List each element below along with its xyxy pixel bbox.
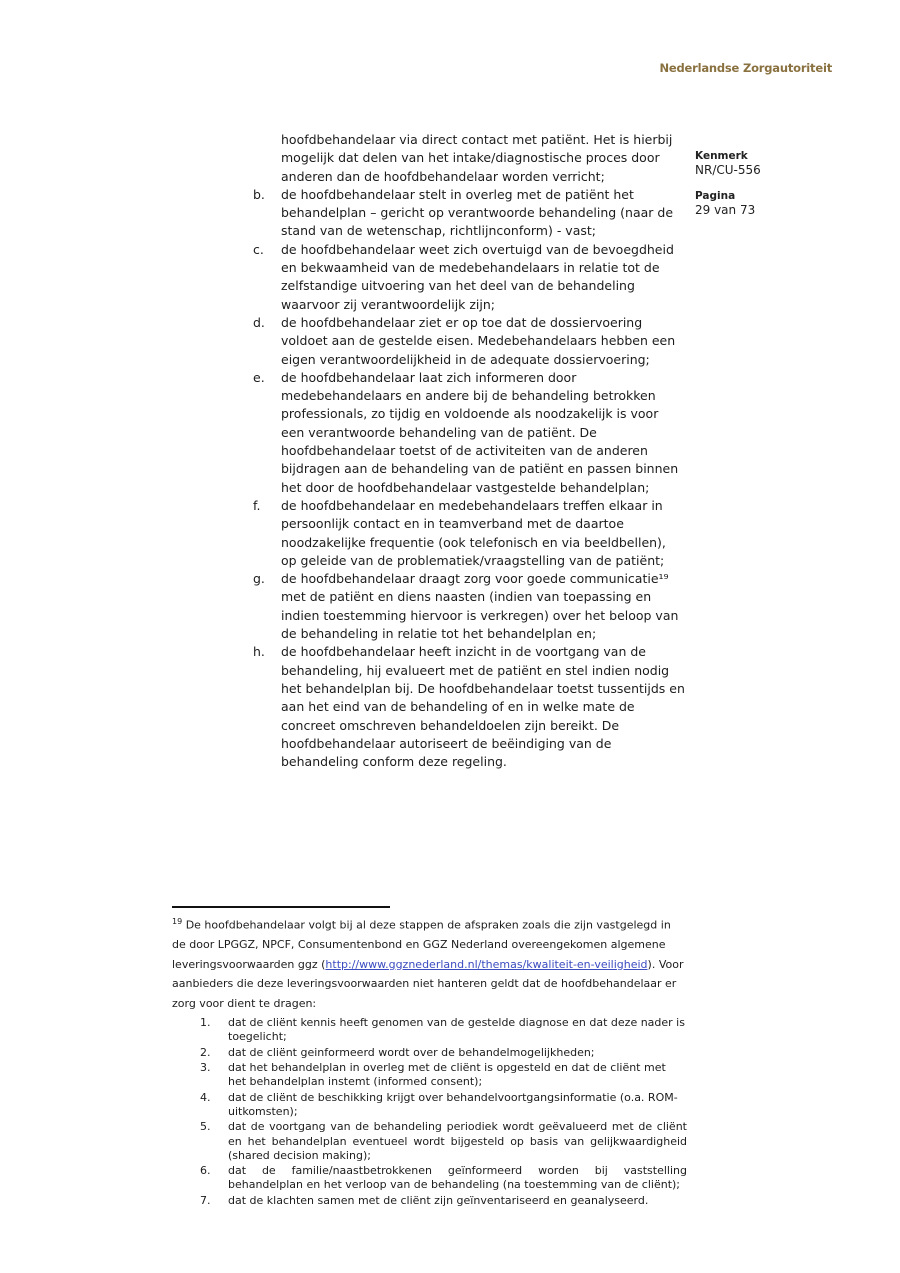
list-item-marker: h. — [253, 644, 265, 660]
list-item — [253, 497, 685, 570]
list-item-text: de hoofdbehandelaar laat zich informeren door medebehandelaars en andere bij de behandeling betrokken professionals, zo tijdig en voldoende als noodzakelijk is voor een verantwoorde behandeling van de patiënt. De hoofdbehandelaar toetst of de activiteiten van de anderen bijdragen aan de behandeling van de patiënt en passen binnen het door de hoofdbehandelaar vastgestelde behandelplan; — [281, 369, 679, 495]
list-item — [253, 314, 685, 369]
footnote-intro-text-after: ). Voor aanbieders die deze leveringsvoorwaarden niet hanteren geldt dat de hoofdbehandelaar er zorg voor dient te dragen: — [172, 957, 684, 1010]
pagina-label: Pagina — [695, 190, 736, 202]
footnote-item-text: dat het behandelplan in overleg met de cliënt is opgesteld en dat de cliënt met het behandelplan instemt (informed consent); — [228, 1061, 666, 1089]
footnote-list-item — [172, 1016, 687, 1045]
list-item — [253, 186, 685, 241]
list-item-text: de hoofdbehandelaar stelt in overleg met de patiënt het behandelplan – gericht op verantwoorde behandeling (naar de stand van de wetenschap, richtlijnconform) - vast; — [281, 186, 674, 239]
list-item-marker: f. — [253, 497, 261, 513]
footnote-item-number: 1. — [200, 1016, 211, 1030]
footnote-item-text: dat de familie/naastbetrokkenen geïnformeerd worden bij vaststelling behandelplan en het verloop van de behandeling (na toestemming van de cliënt); — [228, 1164, 687, 1192]
pagina-group — [695, 189, 855, 218]
footnote-intro-text: De hoofdbehandelaar volgt bij al deze stappen de afspraken zoals die zijn vastgelegd in de door LPGGZ, NPCF, Consumentenbond en GGZ Nederland overeengekomen algemene leveringsvoorwaarden ggz ( — [172, 918, 671, 971]
footnote-list-item — [172, 1046, 687, 1060]
footnote-item-text: dat de cliënt kennis heeft genomen van de gestelde diagnose en dat deze nader is toegelicht; — [228, 1016, 685, 1044]
footnote-intro — [172, 912, 687, 1013]
list-item — [253, 131, 685, 186]
list-item — [253, 241, 685, 314]
list-item-marker: c. — [253, 241, 264, 257]
list-item-text: hoofdbehandelaar via direct contact met patiënt. Het is hierbij mogelijk dat delen van het intake/diagnostische proces door anderen dan de hoofdbehandelaar worden verricht; — [281, 132, 673, 184]
footnote-link[interactable]: http://www.ggznederland.nl/themas/kwaliteit-en-veiligheid — [325, 957, 648, 971]
footnote-marker: 19 — [172, 917, 183, 926]
kenmerk-group — [695, 149, 855, 178]
brand-logo-text: Nederlandse Zorgautoriteit — [659, 61, 832, 75]
footnote-list-item — [172, 1164, 687, 1193]
footnote-item-number: 3. — [200, 1061, 211, 1075]
footnote-item-text: dat de voortgang van de behandeling periodiek wordt geëvalueerd met de cliënt en het behandelplan eventueel wordt bijgesteld op basis van gelijkwaardigheid (shared decision making); — [228, 1120, 687, 1162]
list-item-marker: b. — [253, 186, 265, 202]
footnote-list-item — [172, 1120, 687, 1163]
pagina-value: 29 van 73 — [695, 203, 756, 217]
list-item-text: de hoofdbehandelaar weet zich overtuigd van de bevoegdheid en bekwaamheid van de medebehandelaars in relatie tot de zelfstandige uitvoering van het deel van de behandeling waarvoor zij verantwoordelijk zijn; — [281, 241, 674, 312]
body-text — [253, 131, 685, 771]
footnote-item-number: 5. — [200, 1120, 211, 1134]
footnote-item-number: 6. — [200, 1164, 211, 1178]
list-item-marker: e. — [253, 369, 265, 385]
list-item-marker: g. — [253, 571, 265, 587]
footnote-item-number: 2. — [200, 1045, 211, 1059]
list-item-text: de hoofdbehandelaar en medebehandelaars treffen elkaar in persoonlijk contact en in teamverband met de daartoe noodzakelijke frequentie (ook telefonisch en via beeldbellen), op geleide van de problematiek/vraagstelling van de patiënt; — [281, 497, 666, 568]
footnote — [172, 912, 687, 1209]
list-item — [253, 369, 685, 497]
footnote-list-item — [172, 1061, 687, 1090]
list-item-text: de hoofdbehandelaar heeft inzicht in de voortgang van de behandeling, hij evalueert met de patiënt en stel indien nodig het behandelplan bij. De hoofdbehandelaar toetst tussentijds en aan het eind van de behandeling of en in welke mate de concreet omschreven behandeldoelen zijn bereikt. De hoofdbehandelaar autoriseert de beëindiging van de behandeling conform deze regeling. — [281, 644, 685, 770]
list-item-marker — [253, 131, 281, 186]
footnote-list-item — [172, 1091, 687, 1120]
list-item — [253, 643, 685, 771]
list-item-marker: d. — [253, 314, 265, 330]
footnote-divider — [172, 906, 390, 908]
footnote-item-number: 4. — [200, 1090, 211, 1104]
footnote-list — [172, 1016, 687, 1208]
kenmerk-label: Kenmerk — [695, 150, 748, 162]
list-item-text: de hoofdbehandelaar ziet er op toe dat de dossiervoering voldoet aan de gestelde eisen. Medebehandelaars hebben een eigen verantwoordelijkheid in de adequate dossiervoering; — [281, 314, 676, 367]
footnote-item-number: 7. — [200, 1193, 211, 1207]
page-meta — [695, 149, 855, 229]
list-item — [253, 570, 685, 643]
footnote-item-text: dat de cliënt geinformeerd wordt over de behandelmogelijkheden; — [228, 1045, 595, 1059]
footnote-item-text: dat de klachten samen met de cliënt zijn geïnventariseerd en geanalyseerd. — [228, 1193, 649, 1207]
footnote-list-item — [172, 1194, 687, 1208]
footnote-item-text: dat de cliënt de beschikking krijgt over behandelvoortgangsinformatie (o.a. ROM-uitkomsten); — [228, 1090, 678, 1118]
list-item-text: de hoofdbehandelaar draagt zorg voor goede communicatie¹⁹ met de patiënt en diens naasten (indien van toepassing en indien toestemming hiervoor is verkregen) over het beloop van de behandeling in relatie tot het behandelplan en; — [281, 571, 679, 642]
kenmerk-value: NR/CU-556 — [695, 163, 761, 177]
